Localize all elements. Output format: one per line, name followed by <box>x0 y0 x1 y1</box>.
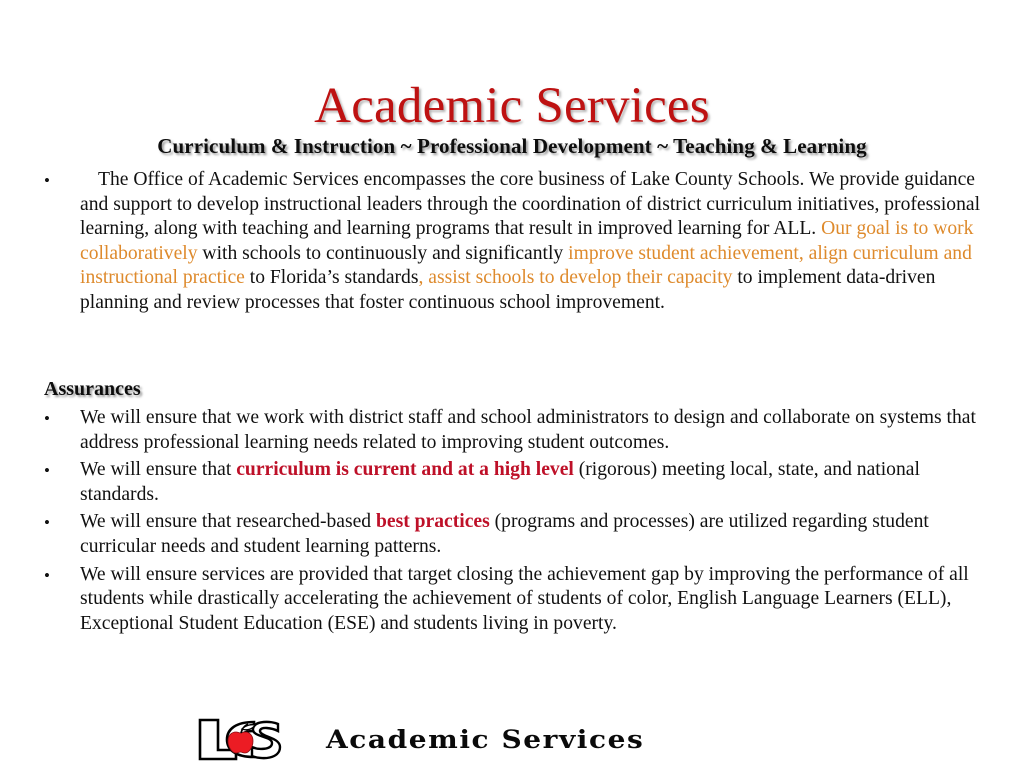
text-run-orange: Our goal is to work collaboratively <box>80 218 974 264</box>
page-title: Academic Services <box>314 78 710 134</box>
list-item <box>34 406 1004 455</box>
page-subtitle: Curriculum & Instruction ~ Professional Development ~ Teaching & Learning <box>157 134 867 158</box>
bullet-icon: • <box>44 513 50 533</box>
text-run-orange: , assist schools to develop their capacity <box>418 267 733 289</box>
text-run-normal: to Florida’s standards <box>244 267 419 289</box>
list-item <box>34 510 1004 559</box>
assurance-text <box>80 510 1004 559</box>
assurances-heading: Assurances <box>44 378 141 400</box>
text-run-red-bold: curriculum is current and at a high level <box>236 459 574 481</box>
list-item <box>34 563 1004 637</box>
bullet-icon: • <box>44 565 50 585</box>
intro-paragraph <box>80 168 1004 316</box>
assurance-text <box>80 458 1004 507</box>
text-run-normal: We will ensure that researched-based <box>80 511 377 533</box>
assurance-text <box>80 406 1004 455</box>
text-run-orange: improve student achievement, align curriculum and instructional practice <box>80 242 972 289</box>
intro-section <box>34 168 1004 316</box>
list-item <box>34 458 1004 507</box>
text-run-normal: with schools to continuously and significantly <box>197 242 569 264</box>
text-run-normal: We will ensure that <box>80 459 237 481</box>
bullet-icon: • <box>44 461 50 481</box>
text-run-normal: We will ensure services are provided that target closing the achievement gap by improving the performance of all students while drastically accelerating the achievement of students of color, English Language Learners (ELL), Exceptional Student Education (ESE) and students living in poverty. <box>80 563 969 634</box>
footer-title: Academic Services <box>326 724 645 754</box>
text-run-normal: to implement data-driven planning and review processes that foster continuous school improvement. <box>80 267 936 313</box>
bullet-icon: • <box>44 409 50 428</box>
lcs-logo <box>196 716 284 762</box>
footer <box>196 716 645 762</box>
text-run-red-bold: best practices <box>376 511 490 533</box>
text-run-normal: The Office of Academic Services encompasses the core business of Lake County Schools. We provide guidance and support to develop instructional leaders through the coordination of district curriculum initiatives, professional learning, along with teaching and learning programs that result in improved learning for ALL. <box>80 169 981 240</box>
intro-bullet-row <box>34 168 1004 316</box>
assurances-list <box>34 406 1004 639</box>
lcs-logo-svg <box>196 716 284 762</box>
text-run-normal: We will ensure that we work with district staff and school administrators to design and collaborate on systems that address professional learning needs related to improving student outcomes. <box>80 407 976 453</box>
assurance-text <box>80 563 1004 637</box>
text-run-normal: (programs and processes) are utilized regarding student curricular needs and student learning patterns. <box>80 511 929 557</box>
bullet-icon: • <box>44 171 50 190</box>
text-run-normal: (rigorous) meeting local, state, and national standards. <box>80 459 920 505</box>
